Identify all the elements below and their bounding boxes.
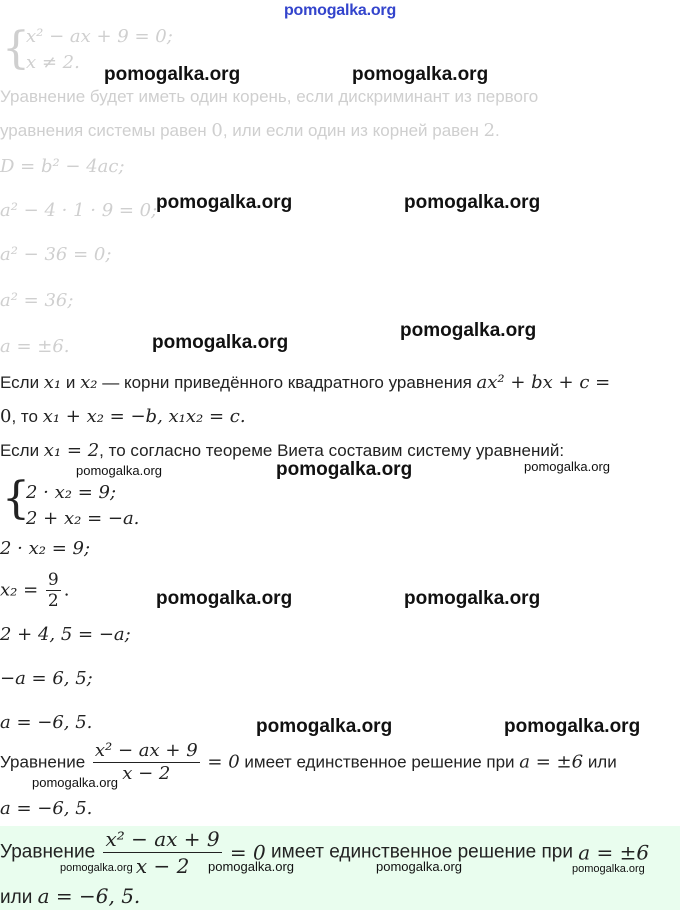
case-system-eq1: 2 · x₂ = 9; bbox=[26, 482, 117, 503]
solution-step3: 2 + 4, 5 = −a; bbox=[0, 624, 131, 645]
watermark: pomogalka.org bbox=[208, 859, 294, 874]
faded-text-line1: Уравнение будет иметь один корень, если дискриминант из первого bbox=[0, 87, 539, 106]
watermark: pomogalka.org bbox=[376, 859, 462, 874]
vieta-line1: Если x₁ и x₂ — корни приведённого квадратного уравнения ax² + bx + c = bbox=[0, 372, 611, 393]
faded-step3: a² = 36; bbox=[0, 290, 74, 311]
system-brace-1: { bbox=[2, 23, 30, 74]
watermark: pomogalka.org bbox=[572, 863, 645, 875]
solution-step4: −a = 6, 5; bbox=[0, 668, 93, 689]
watermark: pomogalka.org bbox=[256, 716, 393, 737]
watermark: pomogalka.org bbox=[352, 64, 489, 85]
faded-step2: a² − 36 = 0; bbox=[0, 244, 112, 265]
watermark: pomogalka.org bbox=[524, 459, 610, 474]
faded-system-eq1: x² − ax + 9 = 0; bbox=[26, 26, 173, 47]
watermark: pomogalka.org bbox=[104, 64, 241, 85]
solution-step5: a = −6, 5. bbox=[0, 712, 93, 733]
watermark: pomogalka.org bbox=[404, 192, 541, 213]
system-brace-2: { bbox=[2, 473, 30, 524]
watermark: pomogalka.org bbox=[152, 332, 289, 353]
answer-line2: или a = −6, 5. bbox=[0, 884, 141, 908]
vieta-line2: 0, то x₁ + x₂ = −b, x₁x₂ = c. bbox=[0, 406, 246, 427]
top-watermark: pomogalka.org bbox=[283, 2, 397, 19]
conclusion-line2: a = −6, 5. bbox=[0, 798, 93, 819]
watermark: pomogalka.org bbox=[156, 192, 293, 213]
faded-text-line2: уравнения системы равен 0, или если один из корней равен 2. bbox=[0, 120, 500, 141]
case-system-eq2: 2 + x₂ = −a. bbox=[26, 508, 140, 529]
faded-system-eq2: x ≠ 2. bbox=[26, 52, 80, 73]
solution-step1: 2 · x₂ = 9; bbox=[0, 538, 91, 559]
watermark: pomogalka.org bbox=[156, 588, 293, 609]
watermark: pomogalka.org bbox=[404, 588, 541, 609]
faded-disc-formula: D = b² − 4ac; bbox=[0, 156, 125, 177]
watermark: pomogalka.org bbox=[400, 320, 537, 341]
faded-step1: a² − 4 · 1 · 9 = 0; bbox=[0, 200, 158, 221]
answer-line1: Уравнение $\frac{\text{x² − ax + 9}}{x - 2}$ = 0 имеет единственное решение при a = ±6 bbox=[0, 827, 650, 878]
watermark: pomogalka.org bbox=[32, 775, 118, 790]
watermark: pomogalka.org bbox=[504, 716, 641, 737]
conclusion-line1: Уравнение $\frac{\text{x² − ax + 9}}{x - 2}$ = 0 имеет единственное решение при a = ±6 или bbox=[0, 740, 617, 784]
watermark: pomogalka.org bbox=[60, 862, 133, 874]
faded-step4: a = ±6. bbox=[0, 336, 70, 357]
case-line: Если x₁ = 2, то согласно теореме Виета составим систему уравнений: bbox=[0, 440, 565, 461]
watermark: pomogalka.org bbox=[76, 463, 162, 478]
watermark: pomogalka.org bbox=[276, 459, 413, 480]
solution-step2: x₂ = $\frac{9}{2}$ . bbox=[0, 570, 70, 611]
